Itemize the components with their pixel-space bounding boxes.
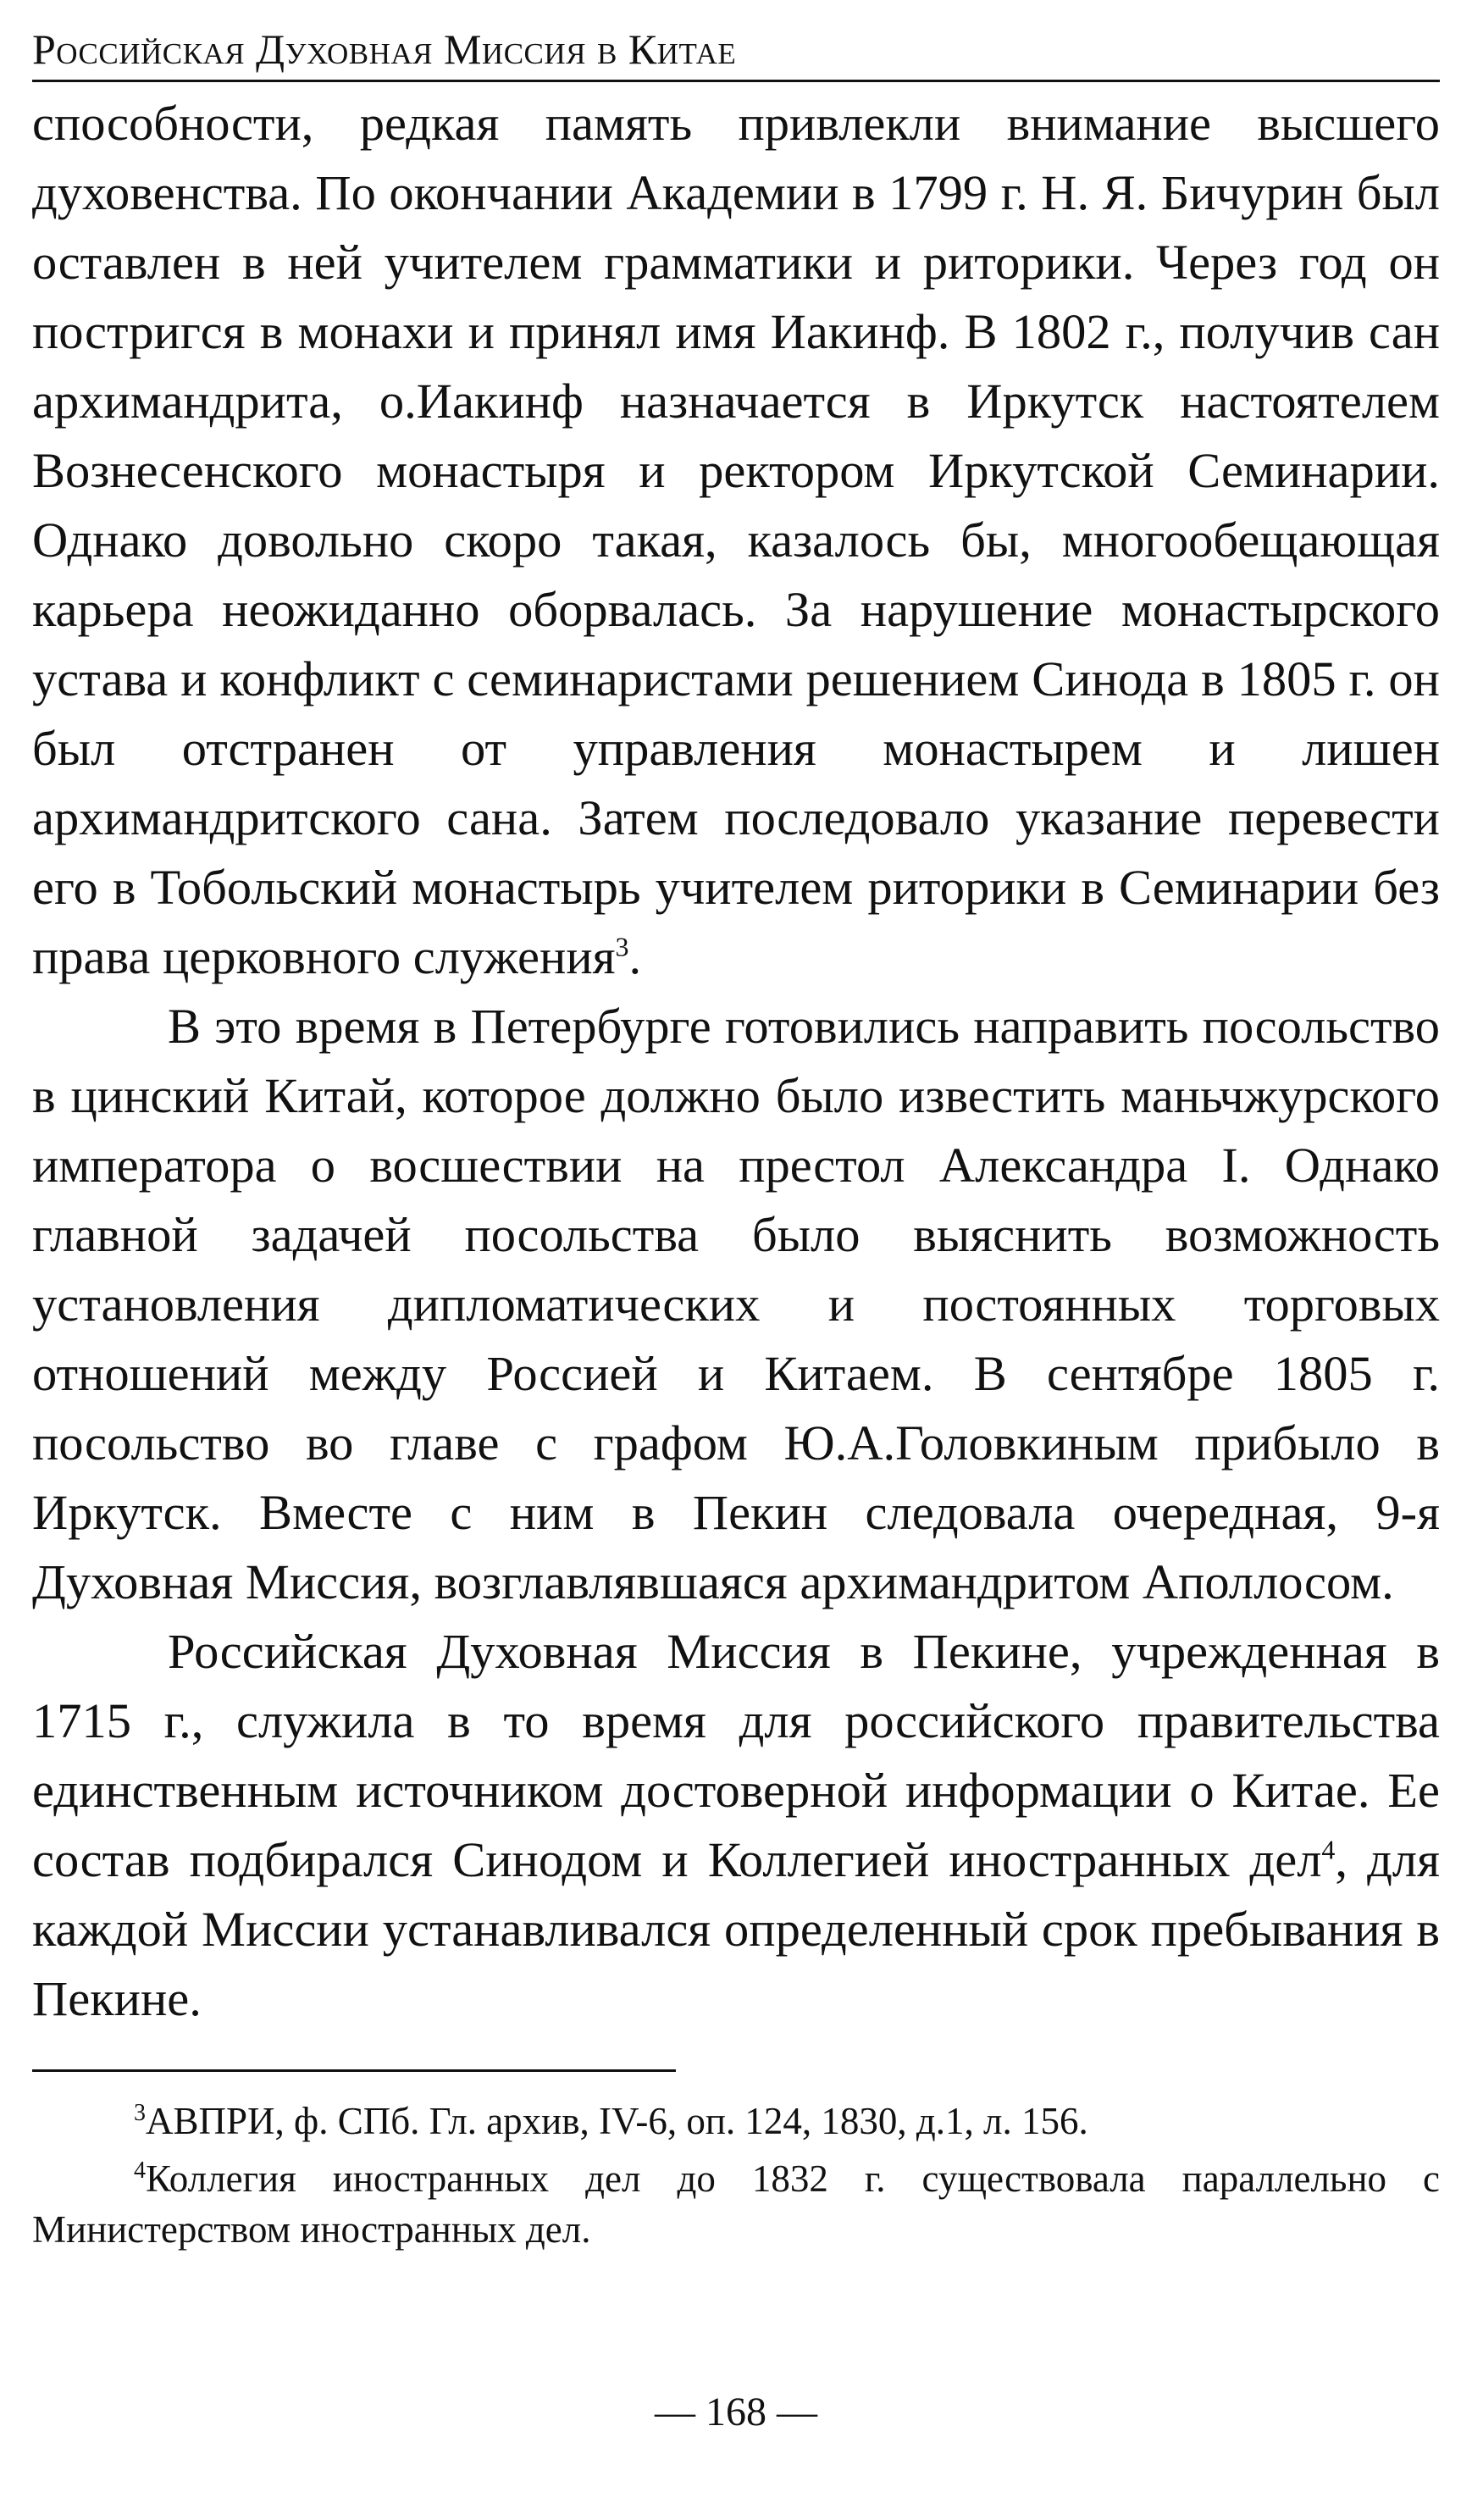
paragraph-3-text-after: , для каждой Миссии устанавливался определенный срок пребывания в Пекине.: [32, 1832, 1440, 2026]
page-number: — 168 —: [655, 2390, 817, 2434]
running-head: Российская Духовная Миссия в Китае: [32, 25, 737, 73]
footnote-4: [32, 2153, 1440, 2255]
paragraph-1: [32, 89, 1440, 992]
footnote-3: [32, 2096, 1440, 2146]
paragraph-1-tail: .: [628, 929, 642, 984]
footnote-mark: 4: [134, 2157, 146, 2184]
paragraph-3-text-before: Российская Духовная Миссия в Пекине, учрежденная в 1715 г., служила в то время для российского правительства единственным источником достоверной информации о Китае. Ее состав подбирался Синодом и Коллегией иностранных дел: [32, 1624, 1440, 1887]
footnote-ref-3[interactable]: 3: [615, 931, 629, 962]
paragraph-1-text: способности, редкая память привлекли внимание высшего духовенства. По окончании Академии в 1799 г. Н. Я. Бичурин был оставлен в ней учителем грамматики и риторики. Через год он постригся в монахи и принял имя Иакинф. В 1802 г., получив сан архимандрита, о.Иакинф назначается в Иркутск настоятелем Вознесенского монастыря и ректором Иркутской Семинарии. Однако довольно скоро такая, казалось бы, многообещающая карьера неожиданно оборвалась. За нарушение монастырского устава и конфликт с семинаристами решением Синода в 1805 г. он был отстранен от управления монастырем и лишен архимандритского сана. Затем последовало указание перевести его в Тобольский монастырь учителем риторики в Семинарии без права церковного служения: [32, 96, 1440, 984]
footnote-mark: 3: [134, 2100, 146, 2126]
paragraph-2: В это время в Петербурге готовились направить посольство в цинский Китай, которое должно было известить маньчжурского императора о восшествии на престол Александра I. Однако главной задачей посольства было выяснить возможность установления дипломатических и постоянных торговых отношений между Россией и Китаем. В сентябре 1805 г. посольство во главе с графом Ю.А.Головкиным прибыло в Иркутск. Вместе с ним в Пекин следовала очередная, 9-я Духовная Миссия, возглавлявшаяся архимандритом Аполлосом.: [32, 999, 1440, 1609]
header-rule: [32, 80, 1440, 82]
footnote-text: АВПРИ, ф. СПб. Гл. архив, IV-6, оп. 124, 1830, д.1, л. 156.: [146, 2100, 1088, 2142]
main-text: [32, 89, 1440, 2034]
book-page: [32, 24, 1448, 2497]
footnotes: [32, 2096, 1440, 2255]
paragraph-3: [32, 1617, 1440, 2034]
footnote-rule: [32, 2069, 676, 2072]
footnote-text: Коллегия иностранных дел до 1832 г. существовала параллельно с Министерством иностранных дел.: [32, 2157, 1440, 2251]
footnote-ref-4[interactable]: 4: [1321, 1834, 1336, 1865]
